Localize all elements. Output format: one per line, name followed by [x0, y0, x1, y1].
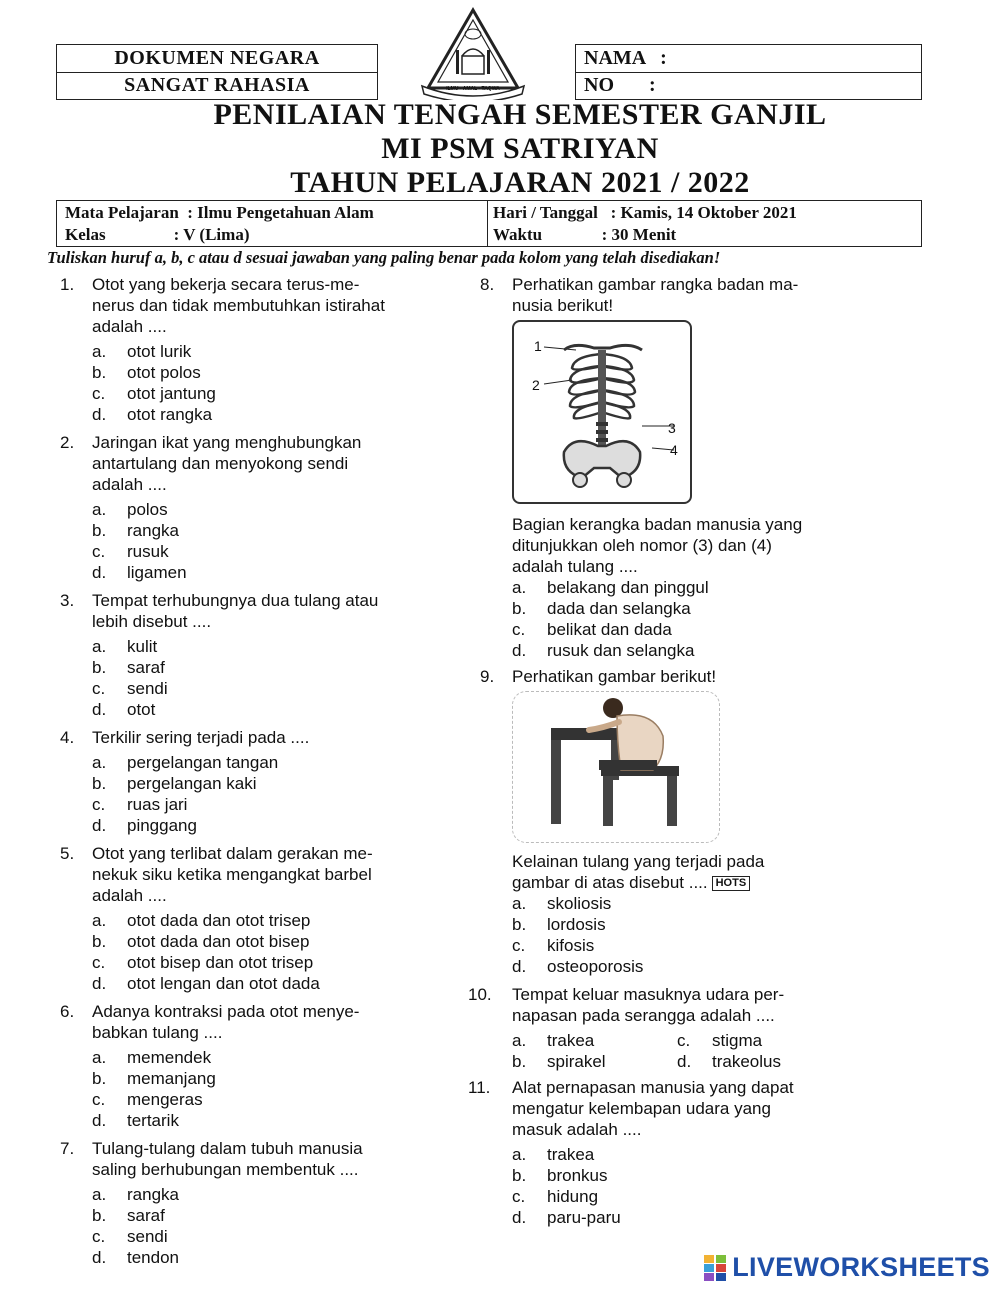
option-b[interactable]: b. pergelangan kaki	[92, 774, 257, 793]
question-5	[60, 843, 430, 994]
option-c[interactable]: c. kifosis	[512, 936, 595, 955]
option-d[interactable]: d. otot lengan dan otot dada	[92, 974, 320, 993]
class-info: Kelas : V (Lima)	[65, 225, 250, 244]
classification-top: DOKUMEN NEGARA	[57, 45, 377, 73]
option-d[interactable]: d. ligamen	[92, 563, 187, 582]
option-a[interactable]: a. skoliosis	[512, 894, 612, 913]
question-text: adalah ....	[92, 317, 167, 336]
option-c[interactable]: c. belikat dan dada	[512, 620, 672, 639]
question-4	[60, 727, 430, 836]
posture-figure	[512, 691, 720, 843]
instructions: Tuliskan huruf a, b, c atau d sesuai jawaban yang paling benar pada kolom yang telah disediakan!	[47, 248, 721, 267]
option-c[interactable]: c. hidung	[512, 1187, 599, 1206]
option-d[interactable]: d. otot rangka	[92, 405, 213, 424]
question-number: 11.	[468, 1078, 491, 1097]
option-a[interactable]: a. polos	[92, 500, 168, 519]
question-text: Tempat terhubungnya dua tulang atau	[92, 591, 379, 610]
question-text: babkan tulang ....	[92, 1023, 223, 1042]
option-b[interactable]: b. otot polos	[92, 363, 201, 382]
question-text: masuk adalah ....	[512, 1120, 642, 1139]
option-d[interactable]: d. tendon	[92, 1248, 179, 1267]
question-number: 8.	[480, 275, 495, 294]
liveworksheets-brand[interactable]	[704, 1252, 990, 1283]
question-number: 2.	[60, 433, 75, 452]
subject-info: Mata Pelajaran : Ilmu Pengetahuan Alam	[65, 203, 374, 222]
option-a[interactable]: a. rangka	[92, 1185, 179, 1204]
option-b[interactable]: b. lordosis	[512, 915, 606, 934]
option-d[interactable]: d. otot	[92, 700, 156, 719]
left-column	[60, 274, 430, 1268]
liveworksheets-logo-icon	[704, 1255, 726, 1281]
option-a[interactable]: a. belakang dan pinggul	[512, 578, 709, 597]
question-text: Tempat keluar masuknya udara per-	[512, 985, 785, 1004]
option-c[interactable]: c. sendi	[92, 679, 168, 698]
option-b[interactable]: b. memanjang	[92, 1069, 216, 1088]
option-a[interactable]: a. memendek	[92, 1048, 212, 1067]
option-d[interactable]: d. osteoporosis	[512, 957, 644, 976]
logo-motto: ILMU - AMAL - TAQWA	[446, 86, 500, 92]
right-column	[468, 274, 850, 1228]
name-field[interactable]	[576, 45, 921, 73]
option-d[interactable]: d. tertarik	[92, 1111, 179, 1130]
question-text: Otot yang terlibat dalam gerakan me-	[92, 844, 373, 863]
exam-title: PENILAIAN TENGAH SEMESTER GANJIL	[213, 98, 827, 131]
question-text: nerus dan tidak membutuhkan istirahat	[92, 296, 385, 315]
question-text: gambar di atas disebut ....	[512, 873, 708, 892]
school-name: MI PSM SATRIYAN	[381, 132, 659, 165]
student-identity-box	[575, 44, 922, 100]
question-text: Kelainan tulang yang terjadi pada	[512, 852, 765, 871]
question-text: Perhatikan gambar berikut!	[512, 667, 717, 686]
option-b[interactable]: b. rangka	[92, 521, 179, 540]
option-b[interactable]: b. dada dan selangka	[512, 599, 691, 618]
option-c[interactable]: c. otot bisep dan otot trisep	[92, 953, 314, 972]
number-label: NO :	[584, 74, 656, 96]
question-text: Tulang-tulang dalam tubuh manusia	[92, 1139, 363, 1158]
classification-bottom: SANGAT RAHASIA	[124, 74, 310, 96]
question-9	[480, 666, 850, 977]
option-c[interactable]: c. stigma	[677, 1031, 763, 1050]
option-b[interactable]: b. saraf	[92, 1206, 165, 1225]
question-10	[468, 984, 850, 1072]
document-classification-box	[56, 44, 378, 100]
question-text: napasan pada serangga adalah ....	[512, 1006, 775, 1025]
question-number: 10.	[468, 985, 492, 1004]
option-a[interactable]: a. pergelangan tangan	[92, 753, 279, 772]
option-a[interactable]: a. kulit	[92, 637, 158, 656]
date-info: Hari / Tanggal : Kamis, 14 Oktober 2021	[493, 203, 797, 222]
question-6	[60, 1001, 430, 1131]
question-number: 6.	[60, 1002, 75, 1021]
question-2	[60, 432, 430, 583]
option-b[interactable]: b. spirakel	[512, 1052, 606, 1071]
question-text: ditunjukkan oleh nomor (3) dan (4)	[512, 536, 772, 555]
question-number: 9.	[480, 667, 495, 686]
question-text: nekuk siku ketika mengangkat barbel	[92, 865, 372, 884]
option-c[interactable]: c. rusuk	[92, 542, 169, 561]
hots-badge: HOTS	[712, 876, 751, 891]
label-3: 3	[668, 420, 676, 436]
exam-info-box	[56, 200, 922, 247]
question-number: 3.	[60, 591, 75, 610]
question-text: adalah tulang ....	[512, 557, 638, 576]
option-c[interactable]: c. otot jantung	[92, 384, 216, 403]
question-text: saling berhubungan membentuk ....	[92, 1160, 359, 1179]
question-text: Jaringan ikat yang menghubungkan	[92, 433, 362, 452]
question-text: nusia berikut!	[512, 296, 614, 315]
time-info: Waktu : 30 Menit	[493, 225, 677, 244]
question-text: Alat pernapasan manusia yang dapat	[512, 1078, 794, 1097]
question-7	[60, 1138, 430, 1268]
question-text: adalah ....	[92, 475, 167, 494]
question-text: adalah ....	[92, 886, 167, 905]
number-field[interactable]	[576, 72, 921, 99]
school-logo	[418, 6, 528, 100]
question-text: Bagian kerangka badan manusia yang	[512, 515, 803, 534]
question-text: Perhatikan gambar rangka badan ma-	[512, 275, 799, 294]
question-text: Terkilir sering terjadi pada ....	[92, 728, 310, 747]
option-b[interactable]: b. bronkus	[512, 1166, 608, 1185]
option-a[interactable]: a. trakea	[512, 1031, 595, 1050]
option-a[interactable]: a. otot lurik	[92, 342, 192, 361]
option-d[interactable]: d. pinggang	[92, 816, 197, 835]
option-d[interactable]: d. rusuk dan selangka	[512, 641, 695, 660]
question-8	[480, 274, 850, 661]
question-1	[60, 274, 430, 425]
option-b[interactable]: b. saraf	[92, 658, 165, 677]
question-number: 4.	[60, 728, 75, 747]
option-d[interactable]: d. paru-paru	[512, 1208, 621, 1227]
option-b[interactable]: b. otot dada dan otot bisep	[92, 932, 310, 951]
question-text: mengatur kelembapan udara yang	[512, 1099, 771, 1118]
academic-year: TAHUN PELAJARAN 2021 / 2022	[290, 166, 750, 199]
name-label: NAMA :	[584, 47, 667, 69]
question-3	[60, 590, 430, 720]
question-number: 7.	[60, 1139, 75, 1158]
question-number: 1.	[60, 275, 75, 294]
label-1: 1	[534, 338, 542, 354]
question-text: lebih disebut ....	[92, 612, 212, 631]
label-4: 4	[670, 442, 678, 458]
question-text: Adanya kontraksi pada otot menye-	[92, 1002, 360, 1021]
question-11	[468, 1077, 850, 1228]
brand-name: LIVEWORKSHEETS	[732, 1252, 990, 1282]
option-c[interactable]: c. sendi	[92, 1227, 168, 1246]
option-c[interactable]: c. ruas jari	[92, 795, 188, 814]
question-number: 5.	[60, 844, 75, 863]
question-text: antartulang dan menyokong sendi	[92, 454, 349, 473]
label-2: 2	[532, 377, 540, 393]
option-a[interactable]: a. otot dada dan otot trisep	[92, 911, 311, 930]
option-c[interactable]: c. mengeras	[92, 1090, 203, 1109]
skeleton-figure	[512, 320, 692, 504]
question-text: Otot yang bekerja secara terus-me-	[92, 275, 360, 294]
option-d[interactable]: d. trakeolus	[677, 1052, 781, 1071]
option-a[interactable]: a. trakea	[512, 1145, 595, 1164]
